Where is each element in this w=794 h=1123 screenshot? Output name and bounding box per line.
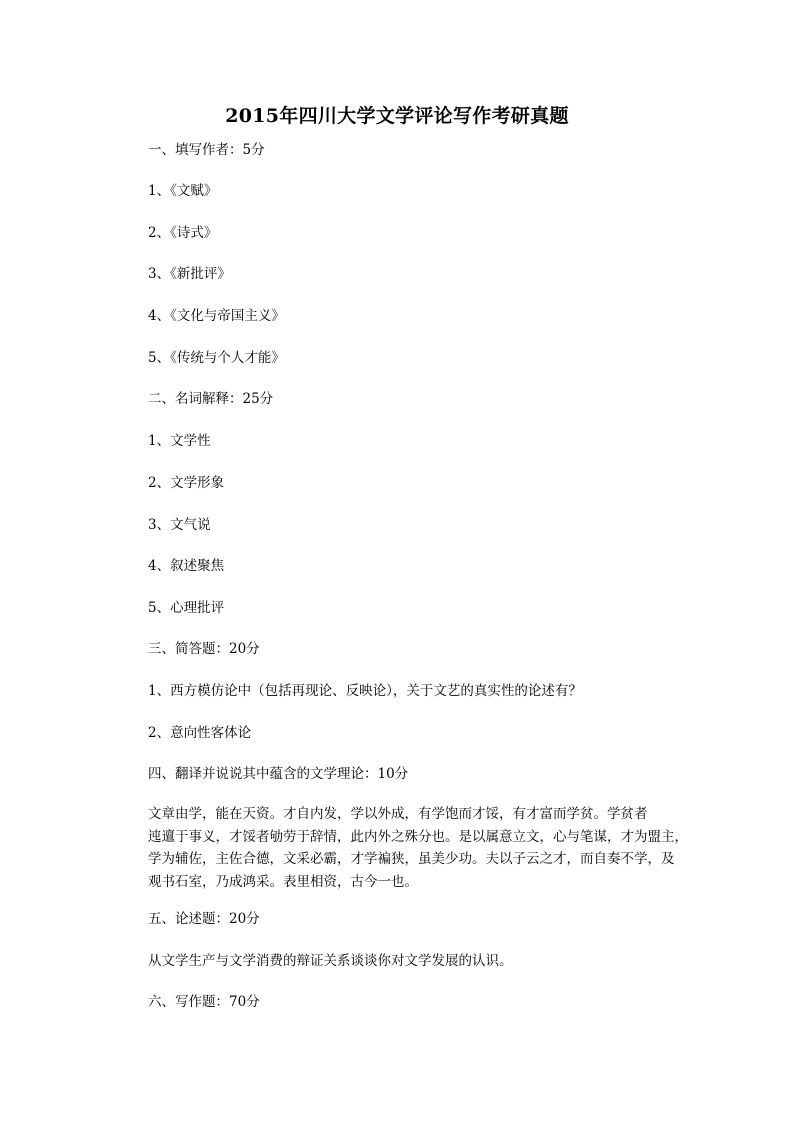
list-item: 2、文学形象	[148, 475, 225, 491]
list-item: 1、文学性	[148, 433, 211, 449]
section-heading-terms: 二、名词解释：25分	[148, 391, 274, 407]
section-heading-writing: 六、写作题：70分	[148, 994, 260, 1010]
page-title: 2015年四川大学文学评论写作考研真题	[225, 105, 569, 127]
classical-passage	[148, 803, 688, 893]
section-heading-essay: 五、论述题：20分	[148, 911, 260, 927]
list-item: 1、《文赋》	[148, 183, 218, 199]
section-heading-translation: 四、翻译并说说其中蕴含的文学理论：10分	[148, 766, 409, 782]
list-item: 1、西方模仿论中（包括再现论、反映论），关于文艺的真实性的论述有？	[148, 683, 582, 699]
list-item: 5、《传统与个人才能》	[148, 350, 285, 366]
essay-question: 从文学生产与文学消费的辩证关系谈谈你对文学发展的认识。	[148, 953, 513, 969]
list-item: 2、《诗式》	[148, 225, 218, 241]
passage-line: 学为辅佐，主佐合德，文采必霸，才学褊狭，虽美少功。夫以子云之才，而自奏不学，及	[148, 851, 675, 867]
list-item: 3、文气说	[148, 517, 211, 533]
section-heading-fill-author: 一、填写作者：5分	[148, 142, 265, 158]
passage-line: 文章由学，能在天资。才自内发，学以外成，有学饱而才馁，有才富而学贫。学贫者	[148, 806, 648, 822]
list-item: 3、《新批评》	[148, 266, 231, 282]
passage-line: 迍邅于事义，才馁者劬劳于辞情，此内外之殊分也。是以属意立文，心与笔谋，才为盟主，	[148, 828, 688, 845]
list-item: 4、叙述聚焦	[148, 558, 225, 574]
list-item: 2、意向性客体论	[148, 725, 252, 741]
passage-line: 观书石室，乃成鸿采。表里相资，古今一也。	[148, 873, 418, 890]
list-item: 4、《文化与帝国主义》	[148, 308, 285, 324]
section-heading-short-answer: 三、简答题：20分	[148, 641, 260, 657]
list-item: 5、心理批评	[148, 600, 225, 616]
